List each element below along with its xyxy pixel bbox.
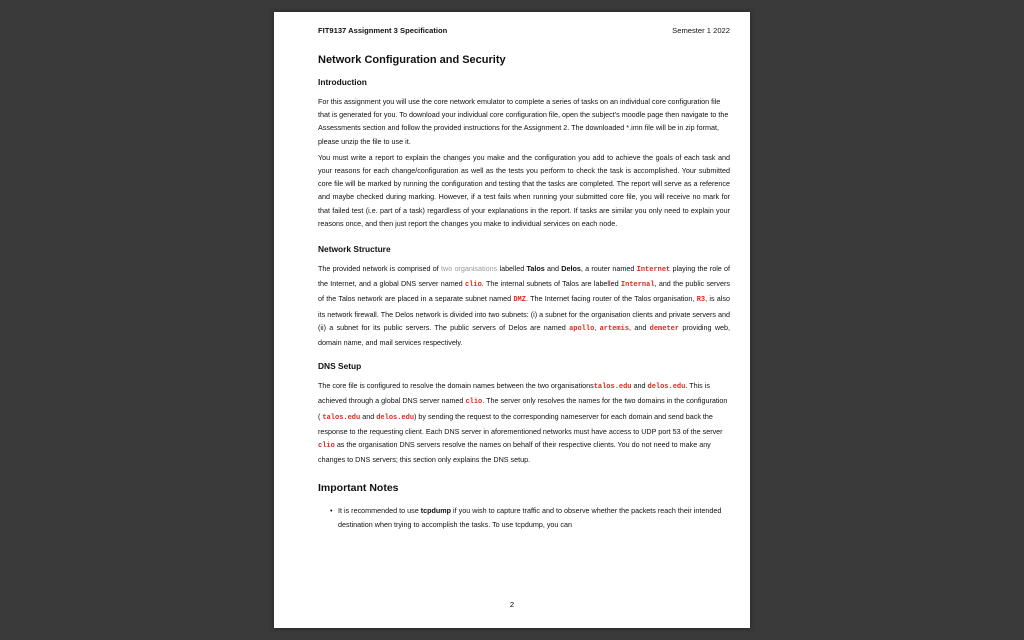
page-content bbox=[318, 26, 730, 531]
intro-heading: Introduction bbox=[318, 77, 367, 87]
note-bullet-1: • It is recommended to use tcpdump if you wish to capture traffic and to observe whether the packets reach their intended destination when trying to accomplish the tasks. To use tcpdump, you can bbox=[338, 504, 730, 530]
important-notes-heading: Important Notes bbox=[318, 482, 399, 495]
network-paragraph: The provided network is comprised of two organisations labelled Talos and Delos, a router named Internet playing the role of the Internet, and a global DNS server named clio. The internal subnets of Talos are labelled Internal, and the public servers of the Talos network are placed in a separate subnet named DMZ. The Internet facing router of the Talos organisation, R3, is also its network firewall. The Delos network is divided into two subnets: (i) a subnet for the organisation clients and private servers and (ii) a subnet for its public servers. The public servers of Delos are named apollo, artemis, and demeter providing web, domain name, and mail services respectively. bbox=[318, 264, 731, 348]
network-structure-heading: Network Structure bbox=[318, 244, 391, 255]
header-semester: Semester 1 2022 bbox=[672, 26, 730, 35]
page-number: 2 bbox=[509, 600, 515, 609]
dns-setup-heading: DNS Setup bbox=[318, 361, 362, 372]
document-page bbox=[274, 12, 750, 628]
intro-paragraph-2: You must write a report to explain the changes you make and the configuration you add to achieve the goals of each task and your reasons for each change/configuration as well as the tests you perform to check the task is accomplished. Your submitted core file will be marked by running the configuration and testing that the tasks are completed. The report will serve as a reference and maybe checked during marking. However, if a test fails when running your submitted core file, you will receive no mark for that failed test (i.e. part of a task) regardless of your explanations in the report. If tasks are similar you only need to explain your reasons once, and then just report the changes you make to individual services on each node. bbox=[318, 152, 730, 228]
intro-paragraph-1: For this assignment you will use the core network emulator to complete a series of tasks on an individual core configuration file that is generated for you. To download your individual core configuration file, open the subject's moodle page then navigate to the Assessments section and follow the provided instructions for the Assignment 2. The downloaded *.imn file will be in zip format, please unzip the file to use it. bbox=[318, 97, 729, 146]
document-title: Network Configuration and Security bbox=[318, 54, 506, 66]
page-header bbox=[318, 26, 730, 37]
dns-paragraph: The core file is configured to resolve the domain names between the two organisationstalos.edu and delos.edu. This is achieved through a global DNS server named clio. The server only resolves the names for the two domains in the configuration ( talos.edu and delos.edu) by sending the request to the corresponding nameserver for each domain and send back the response to the requesting client. Each DNS server in aforementioned networks must have access to UDP port 53 of the server clio as the organisation DNS servers resolve the names on behalf of their respective clients. You do not need to make any changes to DNS servers; this section only explains the DNS setup. bbox=[318, 381, 728, 465]
header-title: FIT9137 Assignment 3 Specification bbox=[318, 26, 448, 35]
